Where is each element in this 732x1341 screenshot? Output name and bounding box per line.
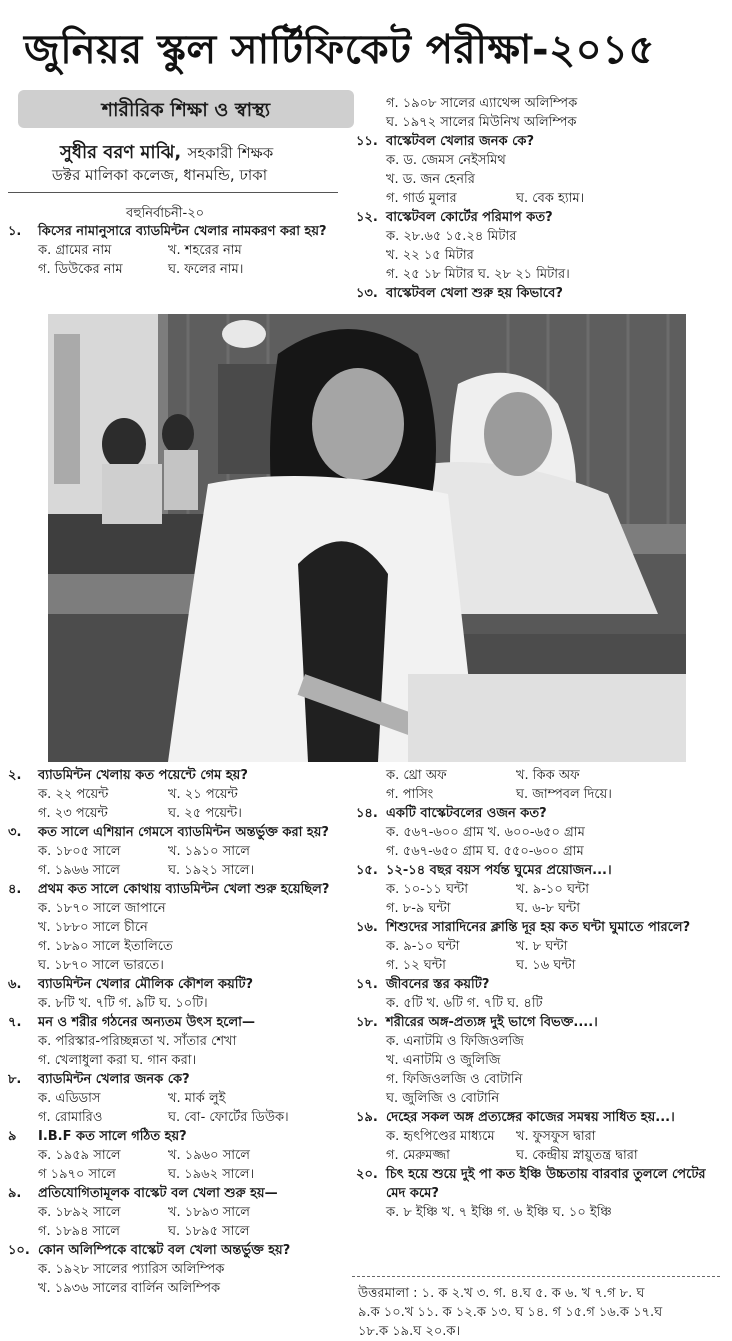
option-text: ক. ১৯৫৯ সালে [38,1148,121,1163]
option-text: ক. ১৮০৫ সালে [38,844,121,859]
option-text: গ. ৫৬৭-৬৫০ গ্রাম ঘ. ৫৫০-৬০০ গ্রাম [386,844,584,859]
question-number: ৮. [8,1072,22,1087]
question-text: প্রতিযোগিতামূলক বাস্কেট বল খেলা শুরু হয়— [38,1186,278,1201]
answers-divider [352,1276,720,1277]
option-row [356,1127,718,1146]
option-row [8,804,340,823]
question-number: ১১. [356,134,378,149]
option-text: ঘ. ১৯৭২ সালের মিউনিখ অলিম্পিক [386,115,577,130]
option-row [356,823,718,842]
option-text: গ. মেরুমজ্জা [386,1148,450,1163]
question-text: বাস্কেটবল কোর্টের পরিমাপ কত? [386,210,553,225]
question-text: চিৎ হয়ে শুয়ে দুই পা কত ইঞ্চি উচ্চতায় বারবার তুললে পেটের মেদ কমে? [386,1167,706,1201]
option-row [356,1070,718,1089]
option-text: ক. ৮ ইঞ্চি খ. ৭ ইঞ্চি গ. ৬ ইঞ্চি ঘ. ১০ ইঞ্চি [386,1205,612,1220]
question [8,1184,340,1203]
question-text: কোন অলিম্পিকে বাস্কেট বল খেলা অন্তর্ভুক্ত হয়? [38,1243,291,1258]
question-column-right-bottom [356,766,718,1222]
question-column-left-top [8,222,340,279]
option-row [8,1203,340,1222]
option-text: ক. পরিস্কার-পরিচ্ছন্নতা খ. সাঁতার শেখা [38,1034,237,1049]
question-number: ১৮. [356,1015,378,1030]
option-text: ক. ড. জেমস নেইসমিথ [386,153,506,168]
option-text: ক. হৃৎপিণ্ডের মাধ্যমে [386,1129,495,1144]
option-text: খ. কিক অফ [516,768,580,783]
option-text: ক. থ্রো অফ [386,768,447,783]
option-text: ঘ. কেন্দ্রীয় স্নায়ুতন্ত্র দ্বারা [516,1148,638,1163]
option-row [356,937,718,956]
question [8,975,340,994]
option-row [356,94,716,113]
question-text: ব্যাডমিন্টন খেলার মৌলিক কৌশল কয়টি? [38,977,254,992]
option-row [8,918,340,937]
question [8,1070,340,1089]
question-number: ৬. [8,977,22,992]
option-row [356,1051,718,1070]
question [356,1108,718,1127]
option-text: গ. ৮-৯ ঘন্টা [386,901,451,916]
option-text: খ. শহরের নাম [168,243,242,258]
option-text: খ. মার্ক লুই [168,1091,226,1106]
question-text: জীবনের স্তর কয়টি? [386,977,490,992]
option-text: খ. এনাটমি ও জুলিজি [386,1053,501,1068]
option-text: ক. ২৮.৬৫ ১৫.২৪ মিটার [386,229,517,244]
option-row [8,260,340,279]
option-text: ক. এডিডাস [38,1091,101,1106]
question [356,1013,718,1032]
option-row [8,899,340,918]
question [8,222,340,241]
question-number: ১০. [8,1243,30,1258]
author-college: ডক্টর মালিকা কলেজ, ধানমন্ডি, ঢাকা [52,166,268,184]
question [356,975,718,994]
question-text: কিসের নামানুসারে ব্যাডমিন্টন খেলার নামকরণ করা হয়? [38,224,327,239]
question-number: ১৭. [356,977,378,992]
question-number: ১৫. [356,863,378,878]
option-text: গ. ১৮৯০ সালে ইতালিতে [38,939,173,954]
author-role: সহকারী শিক্ষক [187,144,274,162]
author-name: সুধীর বরণ মাঝি, [60,142,182,163]
question-number: ৪. [8,882,22,897]
option-text: ক. ১৮৭০ সালে জাপানে [38,901,166,916]
option-text: ক. ১৮৯২ সালে [38,1205,121,1220]
question-number: ৭. [8,1015,22,1030]
question [8,766,340,785]
option-text: গ. ডিউকের নাম [38,262,123,277]
answer-key [358,1284,722,1341]
option-row [8,785,340,804]
question-number: ১৯. [356,1110,378,1125]
option-text: খ. ১৮৮০ সালে চীনে [38,920,148,935]
option-text: ঘ. ১৮৭০ সালে ভারতে। [38,958,164,973]
option-row [356,880,718,899]
option-text: ঘ. ১৯৬২ সালে। [168,1167,255,1182]
question [356,804,718,823]
question [8,823,340,842]
option-text: ঘ. ১৮৯৫ সালে [168,1224,250,1239]
question [356,1165,718,1203]
option-row [356,899,718,918]
question-number: ১৪. [356,806,378,821]
option-row [356,1203,718,1222]
question-number: ২. [8,768,22,783]
option-row [356,170,716,189]
option-text: ক. গ্রামের নাম [38,243,112,258]
option-text: খ. ড. জন হেনরি [386,172,475,187]
option-text: ঘ. ১৯২১ সালে। [168,863,255,878]
option-row [356,113,716,132]
option-text: ক. ৫টি খ. ৬টি গ. ৭টি ঘ. ৪টি [386,996,543,1011]
question-text: প্রথম কত সালে কোথায় ব্যাডমিন্টন খেলা শুরু হয়েছিল? [38,882,330,897]
option-text: গ. ১৯০৮ সালের এ্যাথেন্স অলিম্পিক [386,96,578,111]
option-text: গ. রোমারিও [38,1110,103,1125]
question-text: I.B.F কত সালে গঠিত হয়? [38,1129,187,1144]
option-row [8,861,340,880]
option-text: খ. ১৮৯৩ সালে [168,1205,250,1220]
option-text: ক. এনাটমি ও ফিজিওলজি [386,1034,524,1049]
option-row [8,937,340,956]
subject-title: শারীরিক শিক্ষা ও স্বাস্থ্য [101,99,271,121]
question-number: ৯. [8,1186,22,1201]
option-row [8,1222,340,1241]
question-text: বাস্কেটবল খেলা শুরু হয় কিভাবে? [386,286,563,301]
question [8,1127,340,1146]
question-text: শিশুদের সারাদিনের ক্লান্তি দূর হয় কত ঘন্টা ঘুমাতে পারলে? [386,920,691,935]
question [8,1013,340,1032]
question [356,284,716,303]
option-row [356,151,716,170]
option-row [8,1032,340,1051]
question-text: মন ও শরীর গঠনের অন্যতম উৎস হলো— [38,1015,255,1030]
option-row [8,956,340,975]
question-text: ১২-১৪ বছর বয়স পর্যন্ত ঘুমের প্রয়োজন...। [386,863,612,878]
page-title: জুনিয়র স্কুল সার্টিফিকেট পরীক্ষা-২০১৫ [24,27,655,73]
option-row [356,1089,718,1108]
question [8,880,340,899]
option-row [356,1146,718,1165]
option-row [8,994,340,1013]
option-row [356,265,716,284]
option-text: গ. ১৯৬৬ সালে [38,863,120,878]
question-number: ২০. [356,1167,378,1182]
question-text: ব্যাডমিন্টন খেলায় কত পয়েন্টে গেম হয়? [38,768,248,783]
option-text: ঘ. ৬-৮ ঘন্টা [516,901,581,916]
option-text: খ. ২১ পয়েন্ট [168,787,238,802]
option-text: গ. পাসিং [386,787,434,802]
option-text: ঘ. ফলের নাম। [168,262,244,277]
option-text: ক. ১০-১১ ঘন্টা [386,882,468,897]
option-row [356,246,716,265]
option-row [356,842,718,861]
option-row [8,1279,340,1298]
option-text: খ. ৯-১০ ঘন্টা [516,882,589,897]
option-text: ঘ. ২৫ পয়েন্ট। [168,806,242,821]
option-text: ক. ৫৬৭-৬০০ গ্রাম খ. ৬০০-৬৫০ গ্রাম [386,825,585,840]
question [356,918,718,937]
option-row [8,1051,340,1070]
answer-key-line: উত্তরমালা : ১. ক ২.খ ৩. গ. ৪.ঘ ৫. ক ৬. খ ৭.গ ৮. ঘ [358,1286,645,1301]
option-text: খ. ১৯৬০ সালে [168,1148,250,1163]
question-column-right-top [356,94,716,303]
option-text: গ. ২৩ পয়েন্ট [38,806,108,821]
question-text: একটি বাস্কেটবলের ওজন কত? [386,806,547,821]
option-text: খ. ১৯৩৬ সালের বার্লিন অলিম্পিক [38,1281,221,1296]
answer-key-line: ১৮.ক ১৯.ঘ ২০.ক। [358,1324,461,1339]
option-row [8,1146,340,1165]
option-text: গ. গার্ড মুলার [386,191,457,206]
option-text: গ. ১২ ঘন্টা [386,958,446,973]
option-row [8,1108,340,1127]
mcq-heading: বহুনির্বাচনী-২০ [126,206,205,221]
question-number: ৩. [8,825,22,840]
option-text: ক. ২২ পয়েন্ট [38,787,109,802]
option-text: ঘ. বো- ফোর্টের ডিউক। [168,1110,289,1125]
option-text: ঘ. বেক হ্যাম। [516,191,585,206]
option-text: ঘ. জাম্পবল দিয়ে। [516,787,612,802]
option-text: খ. ১৯১০ সালে [168,844,250,859]
option-row [8,241,340,260]
option-row [8,1260,340,1279]
option-row [356,227,716,246]
question [356,861,718,880]
option-row [356,766,718,785]
question-number: ১২. [356,210,378,225]
question-text: শরীরের অঙ্গ-প্রত্যঙ্গ দুই ভাগে বিভক্ত....। [386,1015,598,1030]
option-text: ক. ১৯২৮ সালের প্যারিস অলিম্পিক [38,1262,225,1277]
option-row [8,842,340,861]
option-text: গ ১৯৭০ সালে [38,1167,116,1182]
question [8,1241,340,1260]
option-row [8,1089,340,1108]
option-row [356,189,716,208]
option-text: খ. ৮ ঘন্টা [516,939,568,954]
option-row [356,956,718,975]
question-number: ১. [8,224,22,239]
question-text: ব্যাডমিন্টন খেলার জনক কে? [38,1072,190,1087]
question [356,208,716,227]
option-text: গ. ২৫ ১৮ মিটার ঘ. ২৮ ২১ মিটার। [386,267,570,282]
question [356,132,716,151]
option-text: ঘ. ১৬ ঘন্টা [516,958,576,973]
option-text: ক. ৯-১০ ঘন্টা [386,939,460,954]
question-text: বাস্কেটবল খেলার জনক কে? [386,134,534,149]
question-column-left-bottom [8,766,340,1298]
option-text: খ. ফুসফুস দ্বারা [516,1129,596,1144]
option-text: ঘ. জুলিজি ও বোটানি [386,1091,500,1106]
question-number: ৯ [8,1129,17,1144]
option-text: ক. ৮টি খ. ৭টি গ. ৯টি ঘ. ১০টি। [38,996,208,1011]
option-text: খ. ২২ ১৫ মিটার [386,248,474,263]
answer-key-line: ৯.ক ১০.খ ১১. ক ১২.ক ১৩. ঘ ১৪. গ ১৫.গ ১৬.ক ১৭.ঘ [358,1305,663,1320]
option-row [8,1165,340,1184]
question-number: ১৩. [356,286,378,301]
question-text: কত সালে এশিয়ান গেমসে ব্যাডমিন্টন অন্তর্ভুক্ত করা হয়? [38,825,329,840]
exam-photo [48,314,686,762]
option-row [356,1032,718,1051]
question-number: ১৬. [356,920,378,935]
question-text: দেহের সকল অঙ্গ প্রত্যঙ্গের কাজের সমন্বয় সাধিত হয়...। [386,1110,675,1125]
option-text: গ. ফিজিওলজি ও বোটানি [386,1072,523,1087]
option-row [356,785,718,804]
divider [8,192,338,193]
option-text: গ. খেলাধুলা করা ঘ. গান করা। [38,1053,197,1068]
option-row [356,994,718,1013]
option-text: গ. ১৮৯৪ সালে [38,1224,120,1239]
